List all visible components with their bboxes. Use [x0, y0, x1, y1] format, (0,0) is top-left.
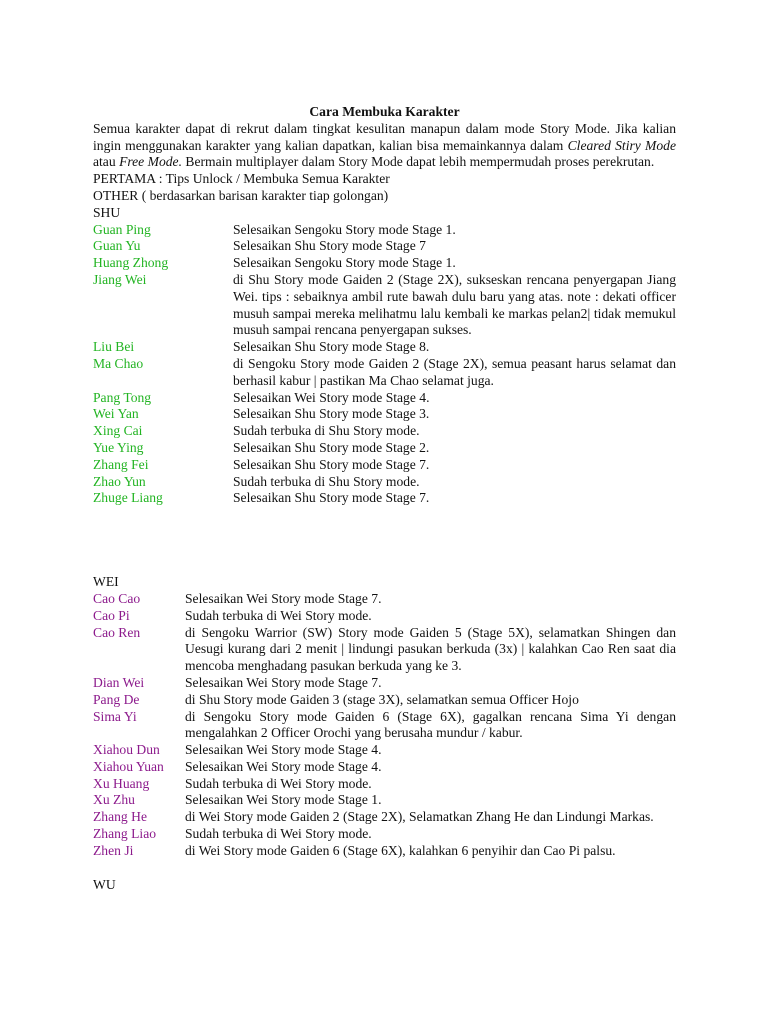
unlock-condition: Selesaikan Wei Story mode Stage 4. — [185, 758, 382, 774]
document-title: Cara Membuka Karakter — [309, 104, 460, 119]
unlock-condition: Selesaikan Wei Story mode Stage 4. — [233, 389, 430, 405]
intro-text-2: Bermain multiplayer dalam Story Mode dapat lebih mempermudah proses perekrutan. — [185, 154, 655, 170]
character-name: Ma Chao — [93, 355, 144, 371]
unlock-condition: Sudah terbuka di Shu Story mode. — [233, 473, 420, 489]
wei-row — [93, 692, 676, 709]
shu-list — [93, 222, 676, 508]
shu-row — [93, 238, 676, 255]
other-line: OTHER ( berdasarkan barisan karakter tiap golongan) — [93, 187, 389, 203]
unlock-condition: Selesaikan Wei Story mode Stage 4. — [185, 742, 382, 758]
wei-row — [93, 776, 676, 793]
character-name: Dian Wei — [93, 674, 145, 690]
wei-row — [93, 625, 676, 675]
shu-row — [93, 490, 676, 507]
intro-paragraph — [93, 121, 676, 171]
unlock-condition: Selesaikan Shu Story mode Stage 2. — [233, 439, 430, 455]
shu-row — [93, 390, 676, 407]
character-name: Zhen Ji — [93, 842, 134, 858]
character-name: Zhang Liao — [93, 826, 157, 842]
character-name: Wei Yan — [93, 406, 139, 422]
shu-row — [93, 255, 676, 272]
character-name: Sima Yi — [93, 708, 137, 724]
unlock-condition: Selesaikan Wei Story mode Stage 1. — [185, 792, 382, 808]
wei-row — [93, 792, 676, 809]
wei-row — [93, 675, 676, 692]
character-name: Zhang He — [93, 809, 147, 825]
shu-row — [93, 339, 676, 356]
wei-row — [93, 709, 676, 743]
unlock-condition: di Wei Story mode Gaiden 2 (Stage 2X), Selamatkan Zhang He dan Lindungi Markas. — [185, 809, 654, 825]
intro-cleared-mode: Cleared Stiry Mode — [567, 137, 677, 153]
shu-row — [93, 440, 676, 457]
unlock-condition: Selesaikan Sengoku Story mode Stage 1. — [233, 255, 456, 271]
character-name: Xu Huang — [93, 775, 150, 791]
wei-list — [93, 591, 676, 860]
shu-heading: SHU — [93, 204, 121, 220]
unlock-condition: di Wei Story mode Gaiden 6 (Stage 6X), kalahkan 6 penyihir dan Cao Pi palsu. — [185, 842, 616, 858]
character-name: Yue Ying — [93, 439, 144, 455]
section-spacer — [93, 860, 676, 877]
shu-row — [93, 457, 676, 474]
character-name: Xiahou Dun — [93, 742, 160, 758]
character-name: Guan Yu — [93, 238, 141, 254]
unlock-condition: Selesaikan Shu Story mode Stage 7. — [233, 490, 430, 506]
shu-row — [93, 406, 676, 423]
character-name: Xu Zhu — [93, 792, 135, 808]
document-page — [93, 104, 676, 893]
character-name: Zhang Fei — [93, 456, 149, 472]
unlock-condition: di Sengoku Warrior (SW) Story mode Gaiden 5 (Stage 5X), selamatkan Shingen dan Uesugi kurang dari 2 menit | lindungi pasukan berkuda (3x) | kalahkan Cao Ren saat dia mencoba menghadang pasukan berkuda yang ke 3. — [185, 624, 676, 674]
intro-free-mode: Free Mode. — [119, 154, 182, 170]
wei-row — [93, 608, 676, 625]
unlock-condition: Selesaikan Shu Story mode Stage 8. — [233, 339, 430, 355]
section-spacer — [93, 507, 676, 574]
unlock-condition: Selesaikan Shu Story mode Stage 3. — [233, 406, 430, 422]
intro-text-1: Semua karakter dapat di rekrut dalam tingkat kesulitan manapun dalam mode Story Mode. Jika kalian ingin menggunakan karakter yang kalian dapatkan, kalian bisa memainkannya dalam — [93, 120, 676, 153]
wei-row — [93, 826, 676, 843]
unlock-condition: Selesaikan Wei Story mode Stage 7. — [185, 590, 382, 606]
unlock-condition: Selesaikan Sengoku Story mode Stage 1. — [233, 221, 456, 237]
unlock-condition: Sudah terbuka di Wei Story mode. — [185, 607, 372, 623]
character-name: Pang De — [93, 691, 140, 707]
unlock-condition: Sudah terbuka di Shu Story mode. — [233, 423, 420, 439]
unlock-condition: di Shu Story mode Gaiden 2 (Stage 2X), sukseskan rencana penyergapan Jiang Wei. tips : sebaiknya ambil rute bawah dulu baru yang atas. note : dekati officer musuh sampai mereka melihatmu lalu kembali ke markas pelan2| tidak memukul musuh sampai rencana penyergapan sukses. — [233, 271, 676, 338]
intro-atau: atau — [93, 154, 116, 170]
unlock-condition: Selesaikan Wei Story mode Stage 7. — [185, 674, 382, 690]
unlock-condition: di Shu Story mode Gaiden 3 (stage 3X), selamatkan semua Officer Hojo — [185, 691, 579, 707]
character-name: Pang Tong — [93, 389, 152, 405]
character-name: Zhuge Liang — [93, 490, 163, 506]
unlock-condition: Sudah terbuka di Wei Story mode. — [185, 826, 372, 842]
wei-row — [93, 759, 676, 776]
character-name: Liu Bei — [93, 339, 135, 355]
character-name: Xing Cai — [93, 423, 143, 439]
wu-heading: WU — [93, 876, 116, 892]
shu-row — [93, 272, 676, 339]
unlock-condition: Selesaikan Shu Story mode Stage 7. — [233, 456, 430, 472]
shu-row — [93, 222, 676, 239]
unlock-condition: Selesaikan Shu Story mode Stage 7 — [233, 238, 426, 254]
wei-row — [93, 809, 676, 826]
shu-row — [93, 474, 676, 491]
shu-row — [93, 423, 676, 440]
shu-row — [93, 356, 676, 390]
character-name: Huang Zhong — [93, 255, 169, 271]
pertama-line: PERTAMA : Tips Unlock / Membuka Semua Karakter — [93, 171, 390, 187]
wei-row — [93, 591, 676, 608]
unlock-condition: di Sengoku Story mode Gaiden 2 (Stage 2X), semua peasant harus selamat dan berhasil kabur | pastikan Ma Chao selamat juga. — [233, 355, 676, 388]
character-name: Guan Ping — [93, 221, 151, 237]
wei-row — [93, 843, 676, 860]
character-name: Xiahou Yuan — [93, 758, 164, 774]
character-name: Cao Cao — [93, 590, 141, 606]
wei-heading: WEI — [93, 574, 119, 590]
unlock-condition: di Sengoku Story mode Gaiden 6 (Stage 6X), gagalkan rencana Sima Yi dengan mengalahkan 2 Officer Orochi yang berusaha mundur / kabur. — [185, 708, 676, 741]
unlock-condition: Sudah terbuka di Wei Story mode. — [185, 775, 372, 791]
wei-row — [93, 742, 676, 759]
character-name: Zhao Yun — [93, 473, 146, 489]
character-name: Jiang Wei — [93, 271, 147, 287]
character-name: Cao Pi — [93, 607, 130, 623]
character-name: Cao Ren — [93, 624, 141, 640]
